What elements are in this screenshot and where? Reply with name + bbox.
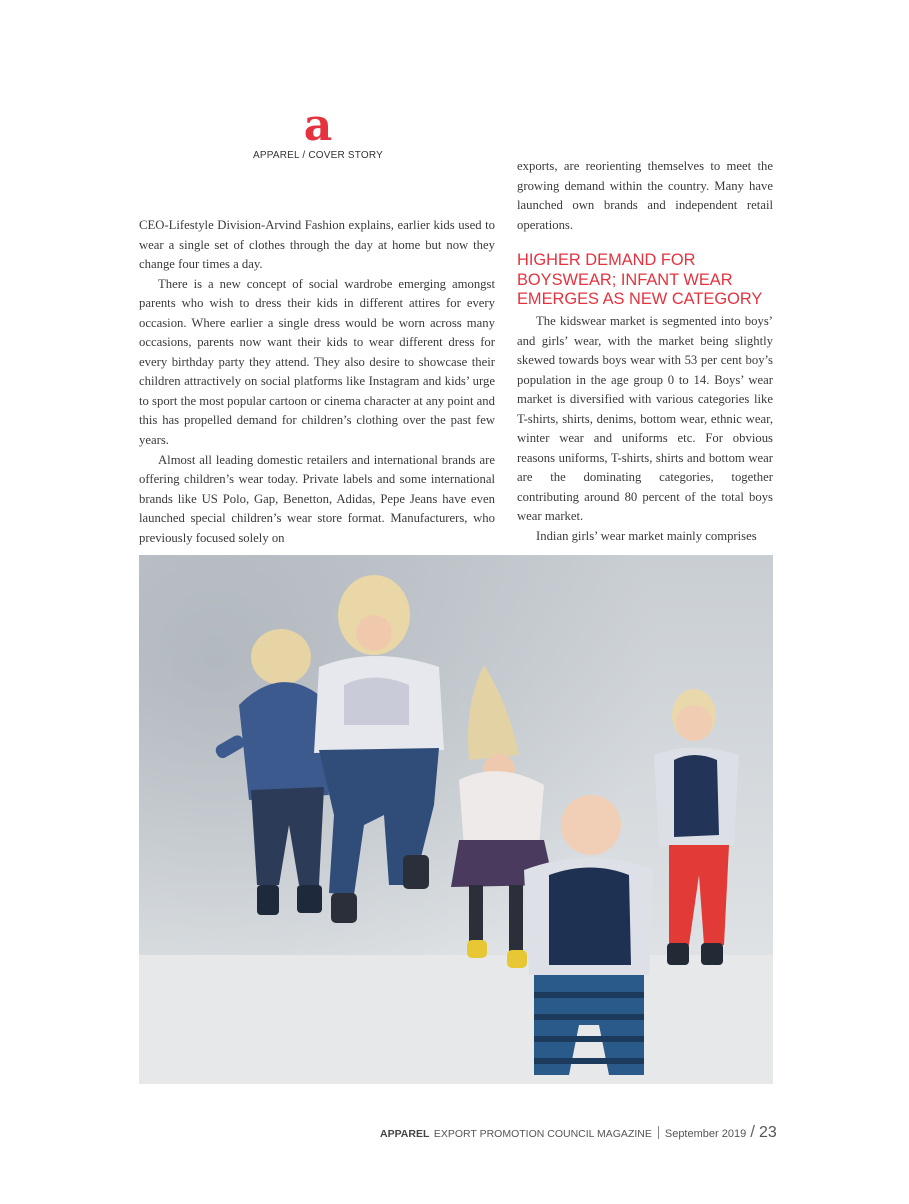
- right-column-top: [517, 157, 773, 235]
- paragraph: Indian girls’ wear market mainly comprises: [536, 529, 757, 544]
- page-number: 23: [758, 1124, 777, 1141]
- section-heading: HIGHER DEMAND FOR BOYSWEAR; INFANT WEAR EMERGES AS NEW CATEGORY: [517, 251, 763, 308]
- photo-children-jumping: [139, 555, 773, 1084]
- paragraph: The kidswear market is segmented into boys’ and girls’ wear, with the market being slightly skewed towards boys wear with 53 per cent boy’s population in the age group 0 to 14. Boys’ wear market is diversified with various categories like T-shirts, shirts, denims, bottom wear, ethnic wear, winter wear and uniforms etc. For obvious reasons uniforms, T-shirts, shirts and bottom wear are the dominating categories, together contributing around 80 percent of the total boys wear market.: [517, 314, 773, 524]
- paragraph: There is a new concept of social wardrobe emerging amongst parents who wish to dress their kids in different attires for every occasion. Where earlier a single dress would be worn across many occasions, parents now want their kids to wear different dress for every birthday party they attend. They also desire to showcase their children attractively on social platforms like Instagram and kids’ urge to sport the most popular cartoon or cinema character at any point and this has propelled demand for children’s clothing over the past few years.: [139, 276, 495, 448]
- footer-brand: APPAREL: [380, 1128, 430, 1140]
- left-column: [139, 216, 495, 548]
- footer-divider: [658, 1126, 659, 1139]
- footer-slash: /: [750, 1122, 755, 1141]
- paragraph: exports, are reorienting themselves to meet the growing demand within the country. Many have launched own brands and independent retail operations.: [517, 159, 773, 232]
- page-footer: [380, 1122, 777, 1142]
- photo-illustration: [139, 555, 773, 1084]
- magazine-logo: a: [303, 100, 333, 151]
- footer-magazine: EXPORT PROMOTION COUNCIL MAGAZINE: [433, 1128, 652, 1140]
- footer-date: September 2019: [664, 1128, 747, 1140]
- right-column-bottom: [517, 312, 773, 547]
- section-label: APPAREL / COVER STORY: [253, 150, 383, 161]
- paragraph: CEO-Lifestyle Division-Arvind Fashion explains, earlier kids used to wear a single set of clothes through the day at home but now they change four times a day.: [139, 218, 495, 272]
- paragraph: Almost all leading domestic retailers and international brands are offering children’s wear today. Private labels and some international brands like US Polo, Gap, Benetton, Adidas, Pepe Jeans have even launched special children’s wear store format. Manufacturers, who previously focused solely on: [139, 452, 495, 545]
